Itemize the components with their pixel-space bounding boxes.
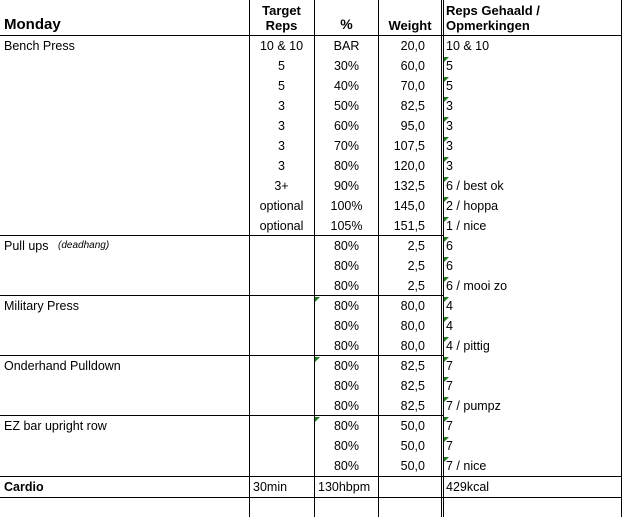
header-percent: % — [340, 16, 353, 32]
target-reps-cell — [250, 276, 313, 296]
target-reps-cell — [250, 396, 313, 416]
comment-indicator-icon — [315, 357, 320, 362]
percent-cell: 100% — [330, 199, 363, 213]
reps-achieved-cell: 1 / nice — [446, 219, 487, 233]
weight-cell: 60,0 — [400, 59, 425, 73]
day-title: Monday — [4, 16, 61, 33]
target-reps-cell — [250, 236, 313, 256]
comment-indicator-icon — [444, 137, 449, 142]
reps-achieved-cell: 3 — [446, 159, 453, 173]
percent-cell: 80% — [333, 319, 360, 333]
percent-cell: 40% — [333, 79, 360, 93]
comment-indicator-icon — [444, 337, 449, 342]
percent-cell: 80% — [333, 379, 360, 393]
cardio-result: 429kcal — [446, 480, 490, 494]
percent-cell: 80% — [333, 279, 360, 293]
reps-achieved-cell: 4 / pittig — [446, 339, 490, 353]
comment-indicator-icon — [444, 197, 449, 202]
percent-cell: 105% — [330, 219, 363, 233]
reps-achieved-cell: 6 / mooi zo — [446, 279, 508, 293]
percent-cell: 80% — [333, 299, 360, 313]
weight-cell: 80,0 — [400, 319, 425, 333]
percent-cell: 80% — [333, 239, 360, 253]
comment-indicator-icon — [444, 457, 449, 462]
percent-cell: 80% — [333, 259, 360, 273]
weight-cell: 95,0 — [400, 119, 425, 133]
weight-cell: 82,5 — [400, 359, 425, 373]
cardio-top-border — [0, 476, 622, 477]
percent-cell: 80% — [333, 159, 360, 173]
comment-indicator-icon — [444, 417, 449, 422]
reps-achieved-cell: 7 — [446, 359, 453, 373]
percent-cell: 80% — [333, 459, 360, 473]
target-reps-cell — [250, 376, 313, 396]
percent-cell: 90% — [333, 179, 360, 193]
weight-cell: 132,5 — [393, 179, 425, 193]
target-reps-cell — [250, 456, 313, 476]
comment-indicator-icon — [444, 357, 449, 362]
comment-indicator-icon — [444, 177, 449, 182]
weight-cell: 82,5 — [400, 379, 425, 393]
percent-cell: 80% — [333, 399, 360, 413]
target-reps-cell: 3 — [278, 119, 285, 133]
comment-indicator-icon — [444, 77, 449, 82]
comment-indicator-icon — [444, 157, 449, 162]
comment-indicator-icon — [315, 417, 320, 422]
target-reps-cell: 5 — [278, 59, 285, 73]
target-reps-cell: optional — [259, 199, 304, 213]
header-weight: Weight — [388, 18, 432, 33]
target-reps-cell — [250, 416, 313, 436]
percent-cell: 80% — [333, 419, 360, 433]
reps-achieved-cell: 6 / best ok — [446, 179, 504, 193]
weight-cell: 50,0 — [400, 419, 425, 433]
reps-achieved-cell: 7 — [446, 439, 453, 453]
reps-achieved-cell: 7 / pumpz — [446, 399, 501, 413]
percent-cell: 50% — [333, 99, 360, 113]
reps-achieved-cell: 10 & 10 — [446, 39, 490, 53]
weight-cell: 2,5 — [407, 279, 425, 293]
comment-indicator-icon — [444, 117, 449, 122]
weight-cell: 80,0 — [400, 339, 425, 353]
comment-indicator-icon — [444, 97, 449, 102]
reps-achieved-cell: 5 — [446, 79, 453, 93]
grid-line-col-notes — [441, 0, 442, 517]
weight-cell: 2,5 — [407, 239, 425, 253]
weight-cell: 50,0 — [400, 439, 425, 453]
exercise-name: EZ bar upright row — [4, 419, 107, 433]
reps-achieved-cell: 6 — [446, 239, 453, 253]
comment-indicator-icon — [444, 437, 449, 442]
reps-achieved-cell: 7 — [446, 419, 453, 433]
weight-cell: 80,0 — [400, 299, 425, 313]
target-reps-cell — [250, 436, 313, 456]
target-reps-cell: 10 & 10 — [259, 39, 304, 53]
header-notes-line1: Reps Gehaald / — [446, 3, 540, 18]
reps-achieved-cell: 7 / nice — [446, 459, 487, 473]
header-notes-line2: Opmerkingen — [446, 18, 530, 33]
exercise-name: Onderhand Pulldown — [4, 359, 121, 373]
target-reps-cell — [250, 316, 313, 336]
target-reps-cell — [250, 356, 313, 376]
percent-cell: 60% — [333, 119, 360, 133]
comment-indicator-icon — [444, 397, 449, 402]
reps-achieved-cell: 6 — [446, 259, 453, 273]
comment-indicator-icon — [444, 317, 449, 322]
percent-cell: 30% — [333, 59, 360, 73]
exercise-name: Bench Press — [4, 39, 75, 53]
comment-indicator-icon — [444, 297, 449, 302]
percent-cell: BAR — [333, 39, 360, 53]
reps-achieved-cell: 2 / hoppa — [446, 199, 499, 213]
sheet-bottom-border — [0, 497, 622, 498]
weight-cell: 82,5 — [400, 399, 425, 413]
comment-indicator-icon — [444, 277, 449, 282]
comment-indicator-icon — [315, 297, 320, 302]
comment-indicator-icon — [444, 237, 449, 242]
reps-achieved-cell: 5 — [446, 59, 453, 73]
reps-achieved-cell: 3 — [446, 139, 453, 153]
cardio-duration: 30min — [253, 480, 288, 494]
cardio-label: Cardio — [4, 480, 44, 494]
target-reps-cell: 3 — [278, 159, 285, 173]
weight-cell: 145,0 — [393, 199, 425, 213]
target-reps-cell: 3 — [278, 139, 285, 153]
exercise-name: Pull ups — [4, 239, 49, 253]
weight-cell: 70,0 — [400, 79, 425, 93]
target-reps-cell: optional — [259, 219, 304, 233]
grid-line-right-edge — [621, 0, 622, 517]
target-reps-cell: 5 — [278, 79, 285, 93]
weight-cell: 50,0 — [400, 459, 425, 473]
target-reps-cell — [250, 336, 313, 356]
percent-cell: 80% — [333, 439, 360, 453]
header-target-reps-line2: Reps — [265, 18, 298, 33]
percent-cell: 70% — [333, 139, 360, 153]
weight-cell: 82,5 — [400, 99, 425, 113]
weight-cell: 20,0 — [400, 39, 425, 53]
reps-achieved-cell: 4 — [446, 299, 453, 313]
cardio-heart-rate: 130hbpm — [318, 480, 371, 494]
reps-achieved-cell: 7 — [446, 379, 453, 393]
reps-achieved-cell: 3 — [446, 99, 453, 113]
reps-achieved-cell: 3 — [446, 119, 453, 133]
target-reps-cell: 3+ — [274, 179, 289, 193]
exercise-name-note: (deadhang) — [58, 240, 110, 251]
percent-cell: 80% — [333, 359, 360, 373]
weight-cell: 107,5 — [393, 139, 425, 153]
target-reps-cell: 3 — [278, 99, 285, 113]
cardio-weight — [379, 477, 425, 497]
weight-cell: 2,5 — [407, 259, 425, 273]
header-target-reps-line1: Target — [262, 3, 301, 18]
comment-indicator-icon — [444, 377, 449, 382]
comment-indicator-icon — [444, 57, 449, 62]
percent-cell: 80% — [333, 339, 360, 353]
exercise-name: Military Press — [4, 299, 80, 313]
target-reps-cell — [250, 256, 313, 276]
weight-cell: 120,0 — [393, 159, 425, 173]
target-reps-cell — [250, 296, 313, 316]
comment-indicator-icon — [444, 217, 449, 222]
comment-indicator-icon — [444, 257, 449, 262]
reps-achieved-cell: 4 — [446, 319, 453, 333]
weight-cell: 151,5 — [393, 219, 425, 233]
